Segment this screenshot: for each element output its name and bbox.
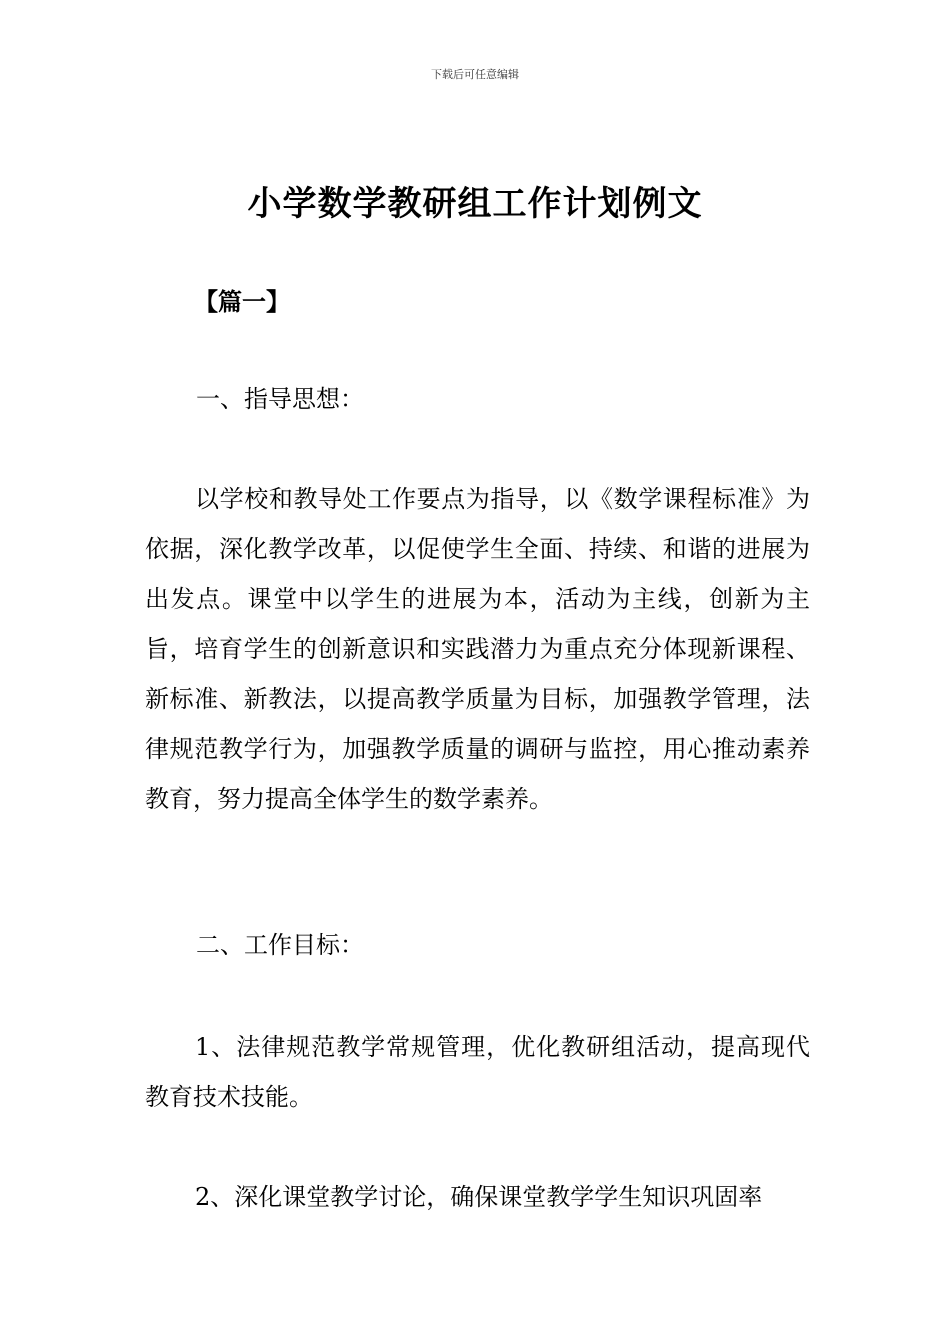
- paragraph-goal-1: 1、法律规范教学常规管理，优化教研组活动，提高现代教育技术技能。: [145, 1033, 810, 1111]
- heading-guiding-thought: 一、指导思想：: [196, 385, 364, 413]
- heading-work-goals: 二、工作目标：: [196, 931, 364, 959]
- header-note: 下载后可任意编辑: [431, 68, 519, 81]
- document-title: 小学数学教研组工作计划例文: [247, 184, 703, 224]
- paragraph-goal-2: 2、深化课堂教学讨论，确保课堂教学学生知识巩固率: [195, 1183, 763, 1211]
- section-tag: 【篇一】: [194, 288, 290, 316]
- paragraph-guiding-thought: 以学校和教导处工作要点为指导，以《数学课程标准》为依据，深化教学改革，以促使学生全面、持续、和谐的进展为出发点。课堂中以学生的进展为本，活动为主线，创新为主旨，培育学生的创新意识和实践潜力为重点充分体现新课程、新标准、新教法，以提高教学质量为目标，加强教学管理，法律规范教学行为，加强教学质量的调研与监控，用心推动素养教育，努力提高全体学生的数学素养。: [145, 485, 810, 813]
